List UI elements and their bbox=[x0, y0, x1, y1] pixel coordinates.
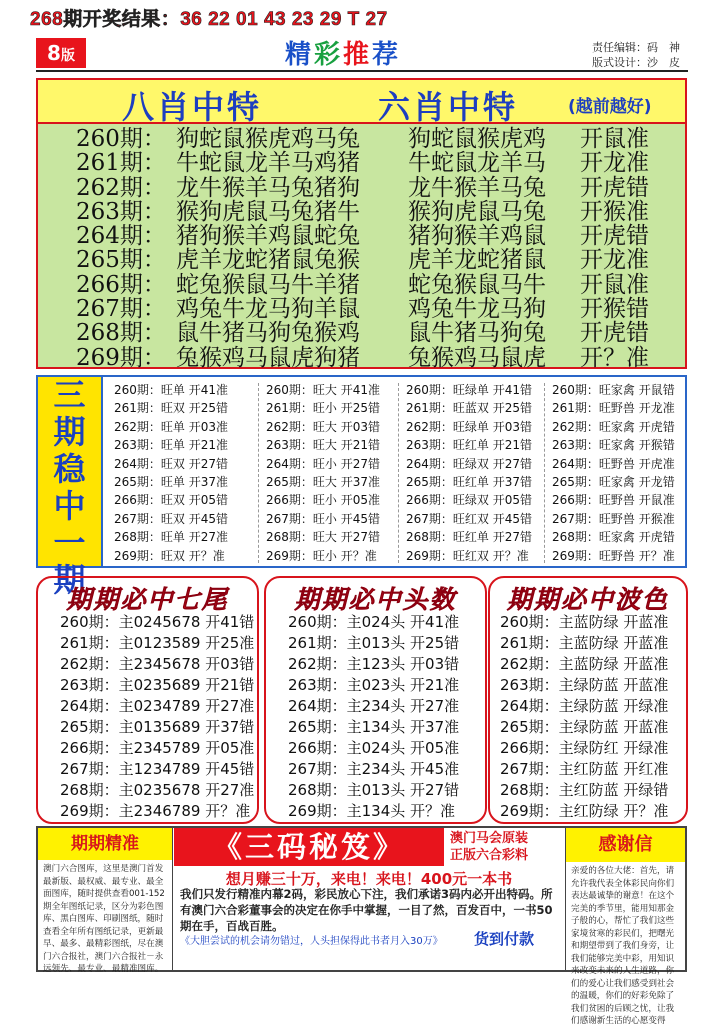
book-ad-heading: 《三码秘笈》 bbox=[174, 828, 444, 866]
table-row: 265期： 虎羊龙蛇猪鼠兔猴 虎羊龙蛇猪鼠 开龙准 bbox=[76, 247, 649, 274]
table-row: 268期： 鼠牛猪马狗兔猴鸡 鼠牛猪马狗兔 开虎错 bbox=[76, 320, 649, 347]
list-item: 265期：主0135689 开37错 bbox=[60, 718, 255, 736]
head-number-box bbox=[264, 576, 487, 824]
wave-color-box bbox=[488, 576, 688, 824]
three-period-panel bbox=[36, 375, 687, 599]
list-item: 260期：主024头 开41准 bbox=[288, 613, 460, 631]
odd-even-column: 260期：旺单 开41准 261期：旺双 开25错 262期：旺单 开03准 263期：旺单 开21准 264期：旺双 开27错 265期：旺单 开37准 266期：旺双 开05错 267期：旺双 开45错 268期：旺单 开27准 269期：旺双 开？准 bbox=[114, 383, 228, 563]
list-item: 269期：主134头 开？准 bbox=[288, 802, 456, 820]
zodiac-rows bbox=[76, 127, 649, 370]
designer-line: 版式设计：沙 皮 bbox=[592, 56, 680, 69]
list-item: 263期：主0235689 开21错 bbox=[60, 676, 255, 694]
book-ad-footnote: 《大胆尝试的机会请勿错过，人头担保得此书者月入30万》 bbox=[180, 936, 443, 947]
title-char-4: 荐 bbox=[372, 40, 402, 70]
list-item: 269期：主2346789 开？准 bbox=[60, 802, 251, 820]
page-number-badge bbox=[36, 38, 86, 68]
list-item: 267期：主234头 开45准 bbox=[288, 760, 460, 778]
domestic-wild-column: 260期：旺家禽 开鼠错 261期：旺野兽 开龙准 262期：旺家禽 开虎错 263期：旺家禽 开猴错 264期：旺野兽 开虎准 265期：旺家禽 开龙错 266期：旺野兽 开鼠准 267期：旺野兽 开猴准 268期：旺家禽 开虎错 269期：旺野兽 开？准 bbox=[552, 383, 675, 563]
list-item: 261期：主013头 开25错 bbox=[288, 634, 460, 652]
thank-you-text: 亲爱的各位大佬：首先，请允许我代表全体彩民向你们表达最诚挚的谢意！在这个完美的季节里，能用知那金子般的心，帮忙了我们这些家境贫寒的彩民们，把曙光和期望带到了我们身旁，让我们能够完美中彩，用知识来改变未来的人生道路，你们的爱心让我们感受到社会的温暖，你们的好彩免除了我们贫困的后顾之忧，让我们感谢新生活的心愿变得 bbox=[571, 866, 675, 1026]
column-divider bbox=[544, 383, 545, 563]
table-row: 261期： 牛蛇鼠龙羊马鸡猪 牛蛇鼠龙羊马 开龙准 bbox=[76, 150, 649, 177]
list-item: 260期：主0245678 开41错 bbox=[60, 613, 255, 631]
list-item: 265期：主134头 开37准 bbox=[288, 718, 460, 736]
column-divider bbox=[398, 383, 399, 563]
library-ad-text: 澳门六合图库，这里是澳门首发最新版、最权威、最专业、最全面图库，随时提供查看001-152期全年图纸记录，区分为彩色图库、黑白图库、印刷图纸，随时查看全年所有图纸记录，更新最早、最多、最精彩图纸，尽在澳门六合报社，澳门六合报社－永远领先、最专业、最精准图库。 bbox=[43, 864, 165, 974]
editor-line: 责任编辑：码 神 bbox=[592, 41, 680, 54]
list-item: 262期：主蓝防绿 开蓝准 bbox=[500, 655, 669, 673]
seven-tails-heading: 期期必中七尾 bbox=[66, 585, 229, 614]
book-ad-body: 我们只发行精准内幕2码，彩民放心下注，我们承诺3码内必开出特码。所有澳门六合彩董事会的决定在你手中掌握，一目了然，百发百中，一书50期在手，百战百胜。 bbox=[180, 887, 553, 933]
list-item: 269期：主红防绿 开？准 bbox=[500, 802, 669, 820]
zodiac-prediction-panel bbox=[36, 78, 687, 369]
page-title bbox=[285, 34, 401, 71]
list-item: 261期：主蓝防绿 开蓝准 bbox=[500, 634, 669, 652]
list-item: 268期：主红防蓝 开绿错 bbox=[500, 781, 669, 799]
table-row: 260期： 狗蛇鼠猴虎鸡马兔 狗蛇鼠猴虎鸡 开鼠准 bbox=[76, 126, 649, 152]
page-number-unit: 版 bbox=[60, 48, 75, 64]
list-item: 268期：主0235678 开27准 bbox=[60, 781, 255, 799]
wave-color-rows bbox=[500, 612, 668, 822]
draw-result: 268期开奖结果：36 22 01 43 23 29 T 27 bbox=[30, 9, 388, 30]
three-period-side-title: 三 期 稳 中 一 期 bbox=[38, 377, 103, 566]
big-small-column: 260期：旺大 开41准 261期：旺小 开25错 262期：旺大 开03错 263期：旺大 开21错 264期：旺小 开27错 265期：旺大 开37准 266期：旺小 开05准 267期：旺小 开45错 268期：旺大 开27错 269期：旺小 开？准 bbox=[266, 383, 380, 563]
zodiac-note: (越前越好) bbox=[568, 97, 652, 117]
list-item: 266期：主2345789 开05准 bbox=[60, 739, 255, 757]
table-row: 262期： 龙牛猴羊马兔猪狗 龙牛猴羊马兔 开虎错 bbox=[76, 174, 649, 201]
library-ad bbox=[38, 828, 173, 974]
thank-you-letter bbox=[565, 828, 685, 1026]
seven-tails-rows bbox=[60, 612, 254, 822]
list-item: 264期：主绿防蓝 开绿准 bbox=[500, 697, 669, 715]
list-item: 266期：主024头 开05准 bbox=[288, 739, 460, 757]
book-ad-source: 澳门马会原装 正版六合彩料 bbox=[450, 831, 529, 863]
table-row: 269期： 兔猴鸡马鼠虎狗猪 兔猴鸡马鼠虎 开？准 bbox=[76, 344, 649, 371]
list-item: 260期：主蓝防绿 开蓝准 bbox=[500, 613, 669, 631]
list-item: 262期：主123头 开03错 bbox=[288, 655, 460, 673]
list-item: 266期：主绿防红 开绿准 bbox=[500, 739, 669, 757]
list-item: 262期：主2345678 开03错 bbox=[60, 655, 255, 673]
cash-on-delivery: 货到付款 bbox=[474, 930, 535, 948]
list-item: 261期：主0123589 开25准 bbox=[60, 634, 255, 652]
title-char-1: 精 bbox=[285, 40, 315, 70]
thank-you-heading: 感谢信 bbox=[566, 828, 685, 862]
title-char-3: 推 bbox=[343, 40, 373, 70]
list-item: 264期：主234头 开27准 bbox=[288, 697, 460, 715]
wave-color-heading: 期期必中波色 bbox=[506, 585, 669, 614]
table-row: 266期： 蛇兔猴鼠马牛羊猪 蛇兔猴鼠马牛 开鼠准 bbox=[76, 271, 649, 298]
zodiac-panel-header bbox=[38, 80, 685, 124]
list-item: 263期：主023头 开21准 bbox=[288, 676, 460, 694]
eight-zodiac-heading: 八肖中特 bbox=[122, 88, 263, 126]
header-divider bbox=[36, 70, 688, 72]
title-char-2: 彩 bbox=[314, 40, 344, 70]
editor-credits bbox=[592, 40, 680, 70]
head-number-rows bbox=[288, 612, 459, 822]
table-row: 267期： 鸡兔牛龙马狗羊鼠 鸡兔牛龙马狗 开猴错 bbox=[76, 296, 649, 323]
library-ad-heading: 期期精准 bbox=[38, 828, 172, 860]
book-ad bbox=[174, 828, 564, 970]
side-title-char: 期 bbox=[53, 561, 86, 599]
column-divider bbox=[258, 383, 259, 563]
page-number: 8 bbox=[47, 41, 61, 65]
table-row: 263期： 猴狗虎鼠马兔猪牛 猴狗虎鼠马兔 开猴准 bbox=[76, 198, 649, 225]
six-zodiac-heading: 六肖中特 bbox=[378, 88, 519, 126]
list-item: 263期：主绿防蓝 开蓝准 bbox=[500, 676, 669, 694]
footer-ads bbox=[36, 826, 687, 1026]
list-item: 267期：主1234789 开45错 bbox=[60, 760, 255, 778]
list-item: 268期：主013头 开27错 bbox=[288, 781, 460, 799]
book-ad-slogan: 想月赚三十万，来电！来电！400元一本书 bbox=[225, 870, 513, 888]
head-number-heading: 期期必中头数 bbox=[294, 585, 457, 614]
list-item: 267期：主红防蓝 开红准 bbox=[500, 760, 669, 778]
color-odd-even-column: 260期：旺绿单 开41错 261期：旺蓝双 开25错 262期：旺绿单 开03错 263期：旺红单 开21错 264期：旺绿双 开27错 265期：旺红单 开37错 266期：旺绿双 开05错 267期：旺红双 开45错 268期：旺红单 开27错 269期：旺红双 开？准 bbox=[406, 383, 532, 563]
list-item: 265期：主绿防蓝 开蓝准 bbox=[500, 718, 669, 736]
list-item: 264期：主0234789 开27准 bbox=[60, 697, 255, 715]
seven-tails-box bbox=[36, 576, 259, 824]
table-row: 264期： 猪狗猴羊鸡鼠蛇兔 猪狗猴羊鸡鼠 开虎错 bbox=[76, 223, 649, 250]
